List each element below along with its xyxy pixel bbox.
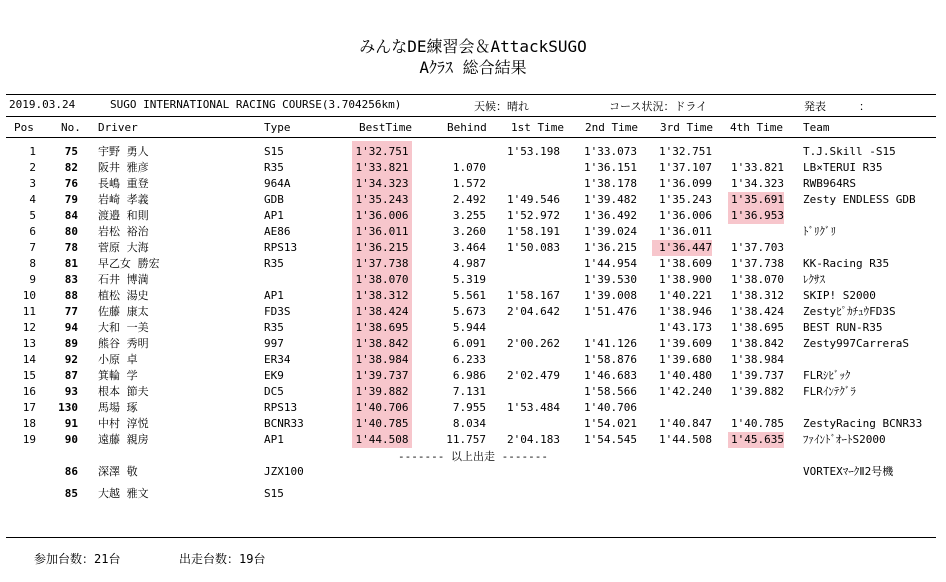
car-type-cell: R35 bbox=[264, 257, 284, 270]
driver-cell: 箕輪 学 bbox=[98, 369, 138, 382]
best-time-cell: 1'36.215 bbox=[355, 241, 409, 254]
driver-cell: 佐藤 康太 bbox=[98, 305, 149, 318]
table-row bbox=[0, 272, 946, 288]
position-cell: 10 bbox=[22, 289, 36, 302]
best-time-cell: 1'36.011 bbox=[355, 225, 409, 238]
car-number-cell: 84 bbox=[64, 209, 78, 222]
lap4-time-cell: 1'39.737 bbox=[731, 369, 784, 382]
lap4-time-cell: 1'38.984 bbox=[731, 353, 784, 366]
driver-cell: 大越 雅文 bbox=[98, 487, 149, 500]
header-lap1: 1st Time bbox=[511, 121, 564, 134]
lap4-time-cell: 1'37.703 bbox=[731, 241, 784, 254]
car-type-cell: EK9 bbox=[264, 369, 284, 382]
lap2-time-cell: 1'39.024 bbox=[584, 225, 637, 238]
car-type-cell: 997 bbox=[264, 337, 284, 350]
lap1-time-cell: 1'50.083 bbox=[507, 241, 560, 254]
table-row bbox=[0, 336, 946, 352]
car-number-cell: 93 bbox=[64, 385, 78, 398]
position-cell: 16 bbox=[22, 385, 36, 398]
driver-cell: 大和 一美 bbox=[98, 321, 149, 334]
table-row bbox=[0, 192, 946, 208]
behind-cell: 3.255 bbox=[452, 209, 486, 222]
lap4-time-cell: 1'36.953 bbox=[728, 208, 784, 224]
lap2-time-cell: 1'39.008 bbox=[584, 289, 637, 302]
position-cell: 15 bbox=[22, 369, 36, 382]
weather: 天候：晴れ bbox=[474, 100, 529, 113]
best-time-cell: 1'38.312 bbox=[355, 289, 409, 302]
car-type-cell: BCNR33 bbox=[264, 417, 304, 430]
car-number-cell: 78 bbox=[64, 241, 78, 254]
position-cell: 5 bbox=[29, 209, 36, 222]
started-separator: ------- 以上出走 ------- bbox=[398, 450, 548, 463]
lap3-time-cell: 1'40.221 bbox=[659, 289, 712, 302]
car-type-cell: 964A bbox=[264, 177, 291, 190]
lap3-time-cell: 1'44.508 bbox=[659, 433, 712, 446]
driver-cell: 石井 博満 bbox=[98, 273, 149, 286]
header-top-divider bbox=[6, 116, 936, 117]
lap3-time-cell: 1'36.006 bbox=[659, 209, 712, 222]
team-cell: Zesty ENDLESS GDB bbox=[803, 193, 916, 206]
lap2-time-cell: 1'39.482 bbox=[584, 193, 637, 206]
behind-cell: 3.464 bbox=[452, 241, 486, 254]
table-row bbox=[0, 256, 946, 272]
car-type-cell: AP1 bbox=[264, 433, 284, 446]
team-cell: SKIP! S2000 bbox=[803, 289, 876, 302]
lap3-time-cell: 1'39.680 bbox=[659, 353, 712, 366]
driver-cell: 根本 節夫 bbox=[98, 385, 149, 398]
lap1-time-cell: 2'02.479 bbox=[507, 369, 560, 382]
lap2-time-cell: 1'36.215 bbox=[584, 241, 637, 254]
header-pos: Pos bbox=[14, 121, 34, 134]
car-number-cell: 92 bbox=[64, 353, 78, 366]
table-row bbox=[0, 240, 946, 256]
position-cell: 2 bbox=[29, 161, 36, 174]
best-time-cell: 1'38.842 bbox=[355, 337, 409, 350]
lap2-time-cell: 1'46.683 bbox=[584, 369, 637, 382]
lap3-time-cell: 1'35.243 bbox=[659, 193, 712, 206]
team-cell: RWB964RS bbox=[803, 177, 856, 190]
header-best-time: BestTime bbox=[359, 121, 412, 134]
car-number-cell: 83 bbox=[64, 273, 78, 286]
car-number-cell: 85 bbox=[64, 487, 78, 500]
lap2-time-cell: 1'38.178 bbox=[584, 177, 637, 190]
header-lap3: 3rd Time bbox=[660, 121, 713, 134]
car-type-cell: JZX100 bbox=[264, 465, 304, 478]
car-number-cell: 80 bbox=[64, 225, 78, 238]
car-number-cell: 88 bbox=[64, 289, 78, 302]
lap2-time-cell: 1'58.566 bbox=[584, 385, 637, 398]
driver-cell: 熊谷 秀明 bbox=[98, 337, 149, 350]
behind-cell: 8.034 bbox=[452, 417, 486, 430]
car-number-cell: 89 bbox=[64, 337, 78, 350]
team-cell: Zesty997CarreraS bbox=[803, 337, 909, 350]
behind-cell: 3.260 bbox=[452, 225, 486, 238]
position-cell: 8 bbox=[29, 257, 36, 270]
behind-cell: 5.673 bbox=[452, 305, 486, 318]
lap3-time-cell: 1'38.609 bbox=[659, 257, 712, 270]
lap3-time-cell: 1'36.011 bbox=[659, 225, 712, 238]
lap2-time-cell: 1'54.545 bbox=[584, 433, 637, 446]
team-cell: LB×TERUI R35 bbox=[803, 161, 883, 174]
non-starter-row bbox=[0, 464, 946, 480]
header-type: Type bbox=[264, 121, 291, 134]
table-row bbox=[0, 176, 946, 192]
best-time-cell: 1'38.070 bbox=[355, 273, 409, 286]
table-row bbox=[0, 224, 946, 240]
best-time-cell: 1'39.882 bbox=[355, 385, 409, 398]
lap4-time-cell: 1'35.691 bbox=[728, 192, 784, 208]
best-time-cell: 1'36.006 bbox=[355, 209, 409, 222]
driver-cell: 中村 淳悦 bbox=[98, 417, 149, 430]
table-row bbox=[0, 352, 946, 368]
lap1-time-cell: 2'04.642 bbox=[507, 305, 560, 318]
best-time-cell: 1'38.424 bbox=[355, 305, 409, 318]
best-time-cell: 1'33.821 bbox=[355, 161, 409, 174]
lap3-time-cell: 1'42.240 bbox=[659, 385, 712, 398]
table-row bbox=[0, 416, 946, 432]
car-number-cell: 91 bbox=[64, 417, 78, 430]
non-starter-row bbox=[0, 486, 946, 502]
position-cell: 14 bbox=[22, 353, 36, 366]
header-lap4: 4th Time bbox=[730, 121, 783, 134]
lap3-time-cell: 1'40.847 bbox=[659, 417, 712, 430]
lap2-time-cell: 1'58.876 bbox=[584, 353, 637, 366]
lap4-time-cell: 1'34.323 bbox=[731, 177, 784, 190]
header-behind: Behind bbox=[447, 121, 487, 134]
car-type-cell: DC5 bbox=[264, 385, 284, 398]
table-row bbox=[0, 160, 946, 176]
behind-cell: 2.492 bbox=[452, 193, 486, 206]
lap3-time-cell: 1'40.480 bbox=[659, 369, 712, 382]
lap4-time-cell: 1'37.738 bbox=[731, 257, 784, 270]
driver-cell: 遠藤 親房 bbox=[98, 433, 149, 446]
best-time-cell: 1'44.508 bbox=[355, 433, 409, 446]
car-number-cell: 87 bbox=[64, 369, 78, 382]
position-cell: 7 bbox=[29, 241, 36, 254]
behind-cell: 6.986 bbox=[452, 369, 486, 382]
behind-cell: 7.131 bbox=[452, 385, 486, 398]
lap3-time-cell: 1'32.751 bbox=[659, 145, 712, 158]
car-type-cell: R35 bbox=[264, 321, 284, 334]
lap4-time-cell: 1'39.882 bbox=[731, 385, 784, 398]
car-type-cell: R35 bbox=[264, 161, 284, 174]
best-time-cell: 1'37.738 bbox=[355, 257, 409, 270]
driver-cell: 宇野 勇人 bbox=[98, 145, 149, 158]
best-time-cell: 1'39.737 bbox=[355, 369, 409, 382]
best-time-cell: 1'40.785 bbox=[355, 417, 409, 430]
driver-cell: 馬場 琢 bbox=[98, 401, 138, 414]
position-cell: 12 bbox=[22, 321, 36, 334]
lap4-time-cell: 1'38.070 bbox=[731, 273, 784, 286]
best-time-cell: 1'38.984 bbox=[355, 353, 409, 366]
behind-cell: 6.091 bbox=[452, 337, 486, 350]
behind-cell: 7.955 bbox=[452, 401, 486, 414]
table-row bbox=[0, 208, 946, 224]
announce-label: 発表 ： bbox=[804, 100, 870, 113]
table-row bbox=[0, 400, 946, 416]
lap2-time-cell: 1'39.530 bbox=[584, 273, 637, 286]
best-time-cell: 1'40.706 bbox=[355, 401, 409, 414]
best-time-cell: 1'35.243 bbox=[355, 193, 409, 206]
team-cell: T.J.Skill -S15 bbox=[803, 145, 896, 158]
team-cell: VORTEXﾏｰｸⅡ2号機 bbox=[803, 465, 894, 478]
car-type-cell: S15 bbox=[264, 487, 284, 500]
driver-cell: 阪井 雅彦 bbox=[98, 161, 149, 174]
lap1-time-cell: 1'53.484 bbox=[507, 401, 560, 414]
car-number-cell: 86 bbox=[64, 465, 78, 478]
behind-cell: 5.319 bbox=[452, 273, 486, 286]
car-number-cell: 77 bbox=[64, 305, 78, 318]
lap1-time-cell: 1'49.546 bbox=[507, 193, 560, 206]
position-cell: 17 bbox=[22, 401, 36, 414]
best-time-cell: 1'34.323 bbox=[355, 177, 409, 190]
driver-cell: 岩崎 孝義 bbox=[98, 193, 149, 206]
position-cell: 1 bbox=[29, 145, 36, 158]
header-lap2: 2nd Time bbox=[585, 121, 638, 134]
lap2-time-cell: 1'41.126 bbox=[584, 337, 637, 350]
lap2-time-cell: 1'51.476 bbox=[584, 305, 637, 318]
team-cell: ZestyRacing BCNR33 bbox=[803, 417, 923, 430]
car-number-cell: 130 bbox=[58, 401, 78, 414]
lap4-time-cell: 1'38.424 bbox=[731, 305, 784, 318]
lap3-time-cell: 1'38.900 bbox=[659, 273, 712, 286]
team-cell: FLRｲﾝﾃｸﾞﾗ bbox=[803, 385, 856, 398]
car-type-cell: AP1 bbox=[264, 289, 284, 302]
position-cell: 9 bbox=[29, 273, 36, 286]
driver-cell: 植松 湯史 bbox=[98, 289, 149, 302]
team-cell: ﾌｧｲﾝﾄﾞｵｰﾄS2000 bbox=[803, 433, 886, 446]
header-bottom-divider bbox=[6, 137, 936, 138]
event-date: 2019.03.24 bbox=[9, 98, 76, 111]
lap2-time-cell: 1'36.492 bbox=[584, 209, 637, 222]
lap2-time-cell: 1'36.151 bbox=[584, 161, 637, 174]
lap2-time-cell: 1'33.073 bbox=[584, 145, 637, 158]
car-number-cell: 90 bbox=[64, 433, 78, 446]
entries-count: 参加台数：21台 bbox=[34, 552, 121, 566]
best-time-cell: 1'32.751 bbox=[355, 145, 409, 158]
position-cell: 19 bbox=[22, 433, 36, 446]
course-condition: コース状況：ドライ bbox=[609, 100, 708, 113]
lap4-time-cell: 1'33.821 bbox=[731, 161, 784, 174]
driver-cell: 小原 卓 bbox=[98, 353, 138, 366]
footer-divider bbox=[6, 537, 936, 538]
behind-cell: 5.944 bbox=[452, 321, 486, 334]
driver-cell: 渡邉 和則 bbox=[98, 209, 149, 222]
lap4-time-cell: 1'40.785 bbox=[731, 417, 784, 430]
behind-cell: 4.987 bbox=[452, 257, 486, 270]
team-cell: BEST RUN-R35 bbox=[803, 321, 883, 334]
behind-cell: 1.572 bbox=[452, 177, 486, 190]
team-cell: ﾄﾞﾘｸﾞﾘ bbox=[803, 225, 836, 238]
car-number-cell: 76 bbox=[64, 177, 78, 190]
table-row bbox=[0, 288, 946, 304]
lap4-time-cell: 1'38.695 bbox=[731, 321, 784, 334]
position-cell: 3 bbox=[29, 177, 36, 190]
lap1-time-cell: 2'00.262 bbox=[507, 337, 560, 350]
lap3-time-cell: 1'37.107 bbox=[659, 161, 712, 174]
behind-cell: 11.757 bbox=[446, 433, 486, 446]
car-type-cell: AP1 bbox=[264, 209, 284, 222]
car-type-cell: RPS13 bbox=[264, 401, 298, 414]
behind-cell: 1.070 bbox=[452, 161, 486, 174]
table-row bbox=[0, 320, 946, 336]
car-type-cell: S15 bbox=[264, 145, 284, 158]
behind-cell: 5.561 bbox=[452, 289, 486, 302]
driver-cell: 長嶋 重登 bbox=[98, 177, 149, 190]
lap3-time-cell: 1'43.173 bbox=[659, 321, 712, 334]
best-time-cell: 1'38.695 bbox=[355, 321, 409, 334]
lap4-time-cell: 1'38.312 bbox=[731, 289, 784, 302]
car-number-cell: 94 bbox=[64, 321, 78, 334]
lap3-time-cell: 1'36.099 bbox=[659, 177, 712, 190]
car-number-cell: 82 bbox=[64, 161, 78, 174]
team-cell: FLRｼﾋﾞｯｸ bbox=[803, 369, 851, 382]
lap3-time-cell: 1'38.946 bbox=[659, 305, 712, 318]
lap3-time-cell: 1'39.609 bbox=[659, 337, 712, 350]
lap2-time-cell: 1'40.706 bbox=[584, 401, 637, 414]
position-cell: 6 bbox=[29, 225, 36, 238]
driver-cell: 早乙女 勝宏 bbox=[98, 257, 160, 270]
position-cell: 11 bbox=[22, 305, 36, 318]
team-cell: ZestyﾋﾟｶﾁｭｳFD3S bbox=[803, 305, 896, 318]
position-cell: 18 bbox=[22, 417, 36, 430]
team-cell: KK-Racing R35 bbox=[803, 257, 890, 270]
header-team: Team bbox=[803, 121, 830, 134]
table-row bbox=[0, 304, 946, 320]
course-name: SUGO INTERNATIONAL RACING COURSE(3.704256km) bbox=[110, 98, 402, 111]
lap2-time-cell: 1'44.954 bbox=[584, 257, 637, 270]
driver-cell: 菅原 大海 bbox=[98, 241, 149, 254]
lap1-time-cell: 1'52.972 bbox=[507, 209, 560, 222]
starters-count: 出走台数：19台 bbox=[179, 552, 266, 566]
car-type-cell: AE86 bbox=[264, 225, 291, 238]
top-divider bbox=[6, 94, 936, 95]
table-row bbox=[0, 144, 946, 160]
table-row bbox=[0, 368, 946, 384]
car-type-cell: FD3S bbox=[264, 305, 291, 318]
lap3-time-cell: 1'36.447 bbox=[652, 240, 712, 256]
position-cell: 13 bbox=[22, 337, 36, 350]
car-type-cell: RPS13 bbox=[264, 241, 298, 254]
header-driver: Driver bbox=[98, 121, 138, 134]
lap1-time-cell: 1'53.198 bbox=[507, 145, 560, 158]
lap4-time-cell: 1'38.842 bbox=[731, 337, 784, 350]
lap4-time-cell: 1'45.635 bbox=[728, 432, 784, 448]
table-row bbox=[0, 384, 946, 400]
car-type-cell: ER34 bbox=[264, 353, 291, 366]
lap1-time-cell: 2'04.183 bbox=[507, 433, 560, 446]
lap1-time-cell: 1'58.167 bbox=[507, 289, 560, 302]
team-cell: ﾚｸｻｽ bbox=[803, 273, 825, 286]
header-no: No. bbox=[61, 121, 81, 134]
table-row bbox=[0, 432, 946, 448]
position-cell: 4 bbox=[29, 193, 36, 206]
driver-cell: 岩松 裕治 bbox=[98, 225, 149, 238]
lap2-time-cell: 1'54.021 bbox=[584, 417, 637, 430]
car-number-cell: 81 bbox=[64, 257, 78, 270]
lap1-time-cell: 1'58.191 bbox=[507, 225, 560, 238]
behind-cell: 6.233 bbox=[452, 353, 486, 366]
car-type-cell: GDB bbox=[264, 193, 284, 206]
car-number-cell: 79 bbox=[64, 193, 78, 206]
car-number-cell: 75 bbox=[64, 145, 78, 158]
driver-cell: 深澤 敬 bbox=[98, 465, 138, 478]
page-subtitle: Aｸﾗｽ 総合結果 bbox=[419, 58, 527, 77]
page-title: みんなDE練習会＆AttackSUGO bbox=[359, 37, 587, 56]
